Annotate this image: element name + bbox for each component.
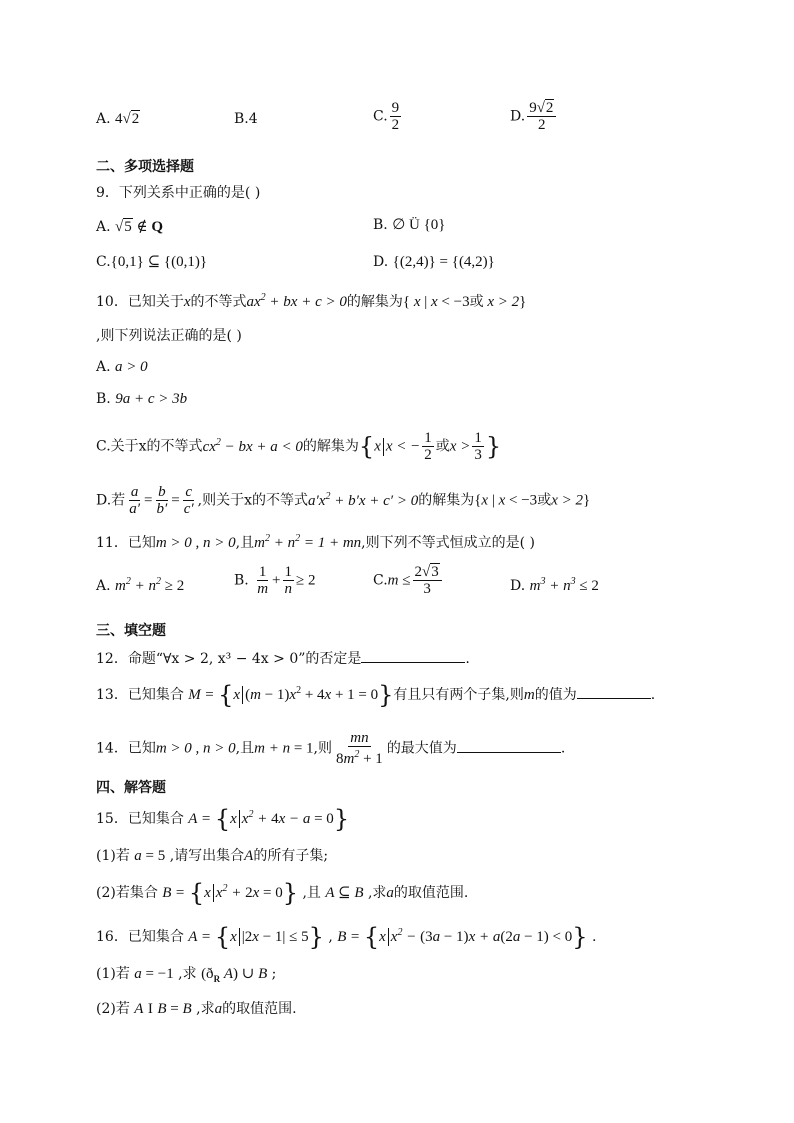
q8-option-d: D. $\frac{9√2}{2}$	[510, 100, 558, 133]
q12: 12．命题“∀x > 2, x³ − 4x > 0”的否定是 .	[96, 648, 470, 668]
q11-option-b: B. $\frac{1}{m}$ + $\frac{1}{n}$ ≥ 2	[234, 564, 316, 597]
q9-option-d: D. {(2,4)} = {(4,2)}	[373, 254, 495, 270]
q10-stem: 10．已知关于x的不等式$ax^2$ + bx + c > 0的解集为{ x | x < −3或 x > 2}	[96, 292, 527, 310]
q8-option-b: B.4	[234, 111, 258, 127]
q8-option-c: C. $\frac{9}{2}$	[373, 100, 400, 133]
q12-answer-blank[interactable]	[361, 648, 465, 663]
q10-option-b: B. 9a + c > 3b	[96, 391, 188, 407]
q8-option-a: A. 4√2	[96, 111, 140, 127]
q9-option-c: C.{0,1} ⊆ {(0,1)}	[96, 254, 208, 270]
section2-title: 二、多项选择题	[96, 159, 194, 175]
q15-part2: (2)若集合 B = {x $x^2 + 2x = 0$} ,且 A ⊆ B ,求a的取值范围.	[96, 879, 469, 907]
q13-answer-blank[interactable]	[577, 684, 651, 699]
q10-option-c: C.关于x的不等式$cx^2$ − bx + a < 0的解集为{x x < − $\frac{1}{2}$ 或x > $\frac{1}{3}$ }	[96, 430, 502, 463]
q11-option-c: C.m ≤ $\frac{2√3}{3}$	[373, 564, 444, 597]
q11-stem: 11．已知m > 0 , n > 0,且$m^2 + n^2 = 1$ + mn,则下列不等式恒成立的是( )	[96, 533, 535, 551]
q9-stem: 9．下列关系中正确的是( )	[96, 185, 261, 201]
q15-stem: 15．已知集合 A = {x $x^2 + 4x - a = 0$}	[96, 805, 350, 833]
q14-answer-blank[interactable]	[457, 738, 561, 753]
section4-title: 四、解答题	[96, 780, 166, 796]
q11-option-d: D. $m^3 + n^3 \le 2$	[510, 576, 599, 594]
q10-option-d: D.若 $\frac{a}{a'}$ = $\frac{b}{b'}$ = $\frac{c}{c'}$ ,则关于x的不等式$a'x^2 + b'x + c' > 0$的解集为{x | x < −3或x > 2}	[96, 484, 591, 517]
q15-part1: (1)若 a = 5 ,请写出集合A的所有子集;	[96, 848, 329, 864]
q13: 13．已知集合 M = {x $(m - 1)x^2 + 4x + 1 = 0$}有且只有两个子集,则m的值为 .	[96, 681, 656, 709]
q10-stem2: ,则下列说法正确的是( )	[96, 328, 242, 344]
q9-option-a: A. √5 ∉ Q	[96, 219, 164, 235]
q16-part1: (1)若 a = −1 ,求 ($ð_R$ A) ∪ B ;	[96, 966, 277, 984]
q10-option-a: A. a > 0	[96, 359, 148, 375]
q9-option-b: B. ∅ Ü {0}	[373, 217, 446, 233]
q14: 14．已知m > 0 , n > 0,且m + n = 1,则 $\frac{mn}{8m^2 + 1}$ 的最大值为 .	[96, 730, 566, 767]
q11-option-a: A. $m^2 + n^2 \ge 2$	[96, 576, 185, 594]
q16-part2: (2)若 A I B = B ,求a的取值范围.	[96, 1001, 297, 1017]
section3-title: 三、填空题	[96, 623, 166, 639]
q16-stem: 16．已知集合 A = {x |2x − 1| ≤ 5} , B = {x $x^2 - (3a - 1)x + a(2a - 1) < 0$} .	[96, 923, 597, 951]
